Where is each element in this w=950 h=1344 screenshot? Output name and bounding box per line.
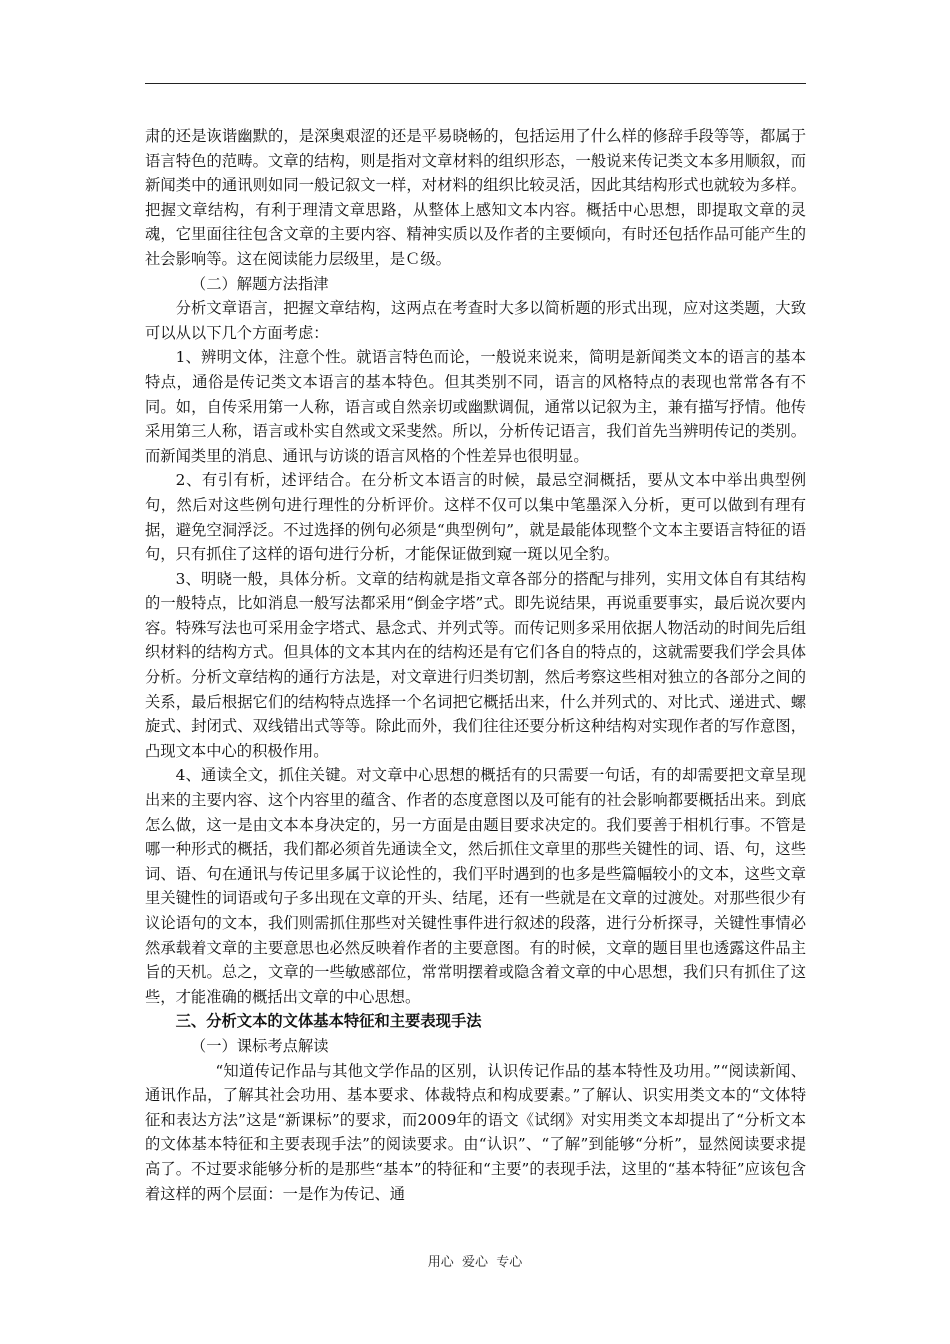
paragraph-standards: “知道传记作品与其他文学作品的区别，认识传记作品的基本特性及功用。”“阅读新闻、通讯作品，了解其社会功用、基本要求、体裁特点和构成要素。”了解认、识实用类文本的“文体特征和表达方法”这是“新课标”的要求，而2009年的语文《试纲》对实用类文本却提出了“分析文本的文体基本特征和主要表现手法”的阅读要求。由“认识”、“了解”到能够“分析”，显然阅读要求提高了。不过要求能够分析的是那些“基本”的特征和“主要”的表现手法，这里的“基本特征”应该包含着这样的两个层面：一是作为传记、通 bbox=[145, 1061, 806, 1203]
paragraph-point-3: 3、明晓一般，具体分析。文章的结构就是指文章各部分的搭配与排列，实用文体自有其结构的一般特点，比如消息一般写法都采用“倒金字塔”式。即先说结果，再说重要事实，最后说次要内容。特殊写法也可采用金字塔式、悬念式、并列式等。而传记则多采用依据人物活动的时间先后组织材料的结构方式。但具体的文本其内在的结构还是有它们各自的特点的，这就需要我们学会具体分析。分析文章结构的通行方法是，对文章进行归类切割，然后考察这些相对独立的各部分之间的关系，最后根据它们的结构特点选择一个名词把它概括出来，什么并列式的、对比式、递进式、螺旋式、封闭式、双线错出式等等。除此而外，我们往往还要分析这种结构对实现作者的写作意图，凸现文本中心的积极作用。 bbox=[145, 569, 806, 760]
paragraph-intro: 分析文章语言，把握文章结构，这两点在考查时大多以简析题的形式出现，应对这类题，大致可以从以下几个方面考虑： bbox=[145, 299, 806, 342]
paragraph-point-4: 4、通读全文，抓住关键。对文章中心思想的概括有的只需要一句话，有的却需要把文章呈现出来的主要内容、这个内容里的蕴含、作者的态度意图以及可能有的社会影响都要概括出来。到底怎么做，这一是由文本本身决定的，另一方面是由题目要求决定的。我们要善于相机行事。不管是哪一种形式的概括，我们都必须首先通读全文，然后抓住文章里的那些关键性的词、语、句，这些词、语、句在通讯与传记里多属于议论性的，我们平时遇到的也多是些篇幅较小的文本，这些文章里关键性的词语或句子多出现在文章的开头、结尾，还有一些就是在文章的过渡处。对那些很少有议论语句的文本，我们则需抓住那些对关键性事件进行叙述的段落，进行分析探寻，关键性事情必然承载着文章的主要意思也必然反映着作者的主要意图。有的时候，文章的题目里也透露这件品主旨的天机。总之，文章的一些敏感部位，常常明摆着或隐含着文章的中心思想，我们只有抓住了这些，才能准确的概括出文章的中心思想。 bbox=[145, 766, 806, 1006]
paragraph-point-1: 1、辨明文体，注意个性。就语言特色而论，一般说来说来，简明是新闻类文本的语言的基本特点，通俗是传记类文本语言的基本特色。但其类别不同，语言的风格特点的表现也常常各有不同。如，自传采用第一人称，语言或自然亲切或幽默调侃，通常以记叙为主，兼有描写抒情。他传采用第三人称，语言或朴实自然或文采斐然。所以，分析传记语言，我们首先当辨明传记的类别。而新闻类里的消息、通讯与访谈的语言风格的个性差异也很明显。 bbox=[145, 348, 806, 465]
subheading-method-guide: （二）解题方法指津 bbox=[190, 274, 329, 293]
body-text bbox=[145, 124, 806, 1206]
page-footer: 用心 爱心 专心 bbox=[427, 1255, 523, 1270]
paragraph-point-2: 2、有引有析，述评结合。在分析文本语言的时候，最忌空洞概括，要从文本中举出典型例句，然后对这些例句进行理性的分析评价。这样不仅可以集中笔墨深入分析，更可以做到有理有据，避免空洞浮泛。不过选择的例句必须是“典型例句”，就是最能体现整个文本主要语言特征的语句，只有抓住了这样的语句进行分析，才能保证做到窥一斑以见全豹。 bbox=[145, 471, 806, 564]
paragraph-continuation: 肃的还是诙谐幽默的，是深奥艰涩的还是平易晓畅的，包括运用了什么样的修辞手段等等，都属于语言特色的范畴。文章的结构，则是指对文章材料的组织形态，一般说来传记类文本多用顺叙，而新闻类中的通讯则如同一般记叙文一样，对材料的组织比较灵活，因此其结构形式也就较为多样。把握文章结构，有利于理清文章思路，从整体上感知文本内容。概括中心思想，即提取文章的灵魂，它里面往往包含文章的主要内容、精神实质以及作者的主要倾向，有时还包括作品可能产生的社会影响等。这在阅读能力层级里，是Ｃ级。 bbox=[145, 127, 806, 268]
section-heading-3: 三、分析文本的文体基本特征和主要表现手法 bbox=[175, 1012, 482, 1031]
subheading-standards: （一）课标考点解读 bbox=[190, 1036, 329, 1055]
header-rule bbox=[145, 83, 806, 84]
